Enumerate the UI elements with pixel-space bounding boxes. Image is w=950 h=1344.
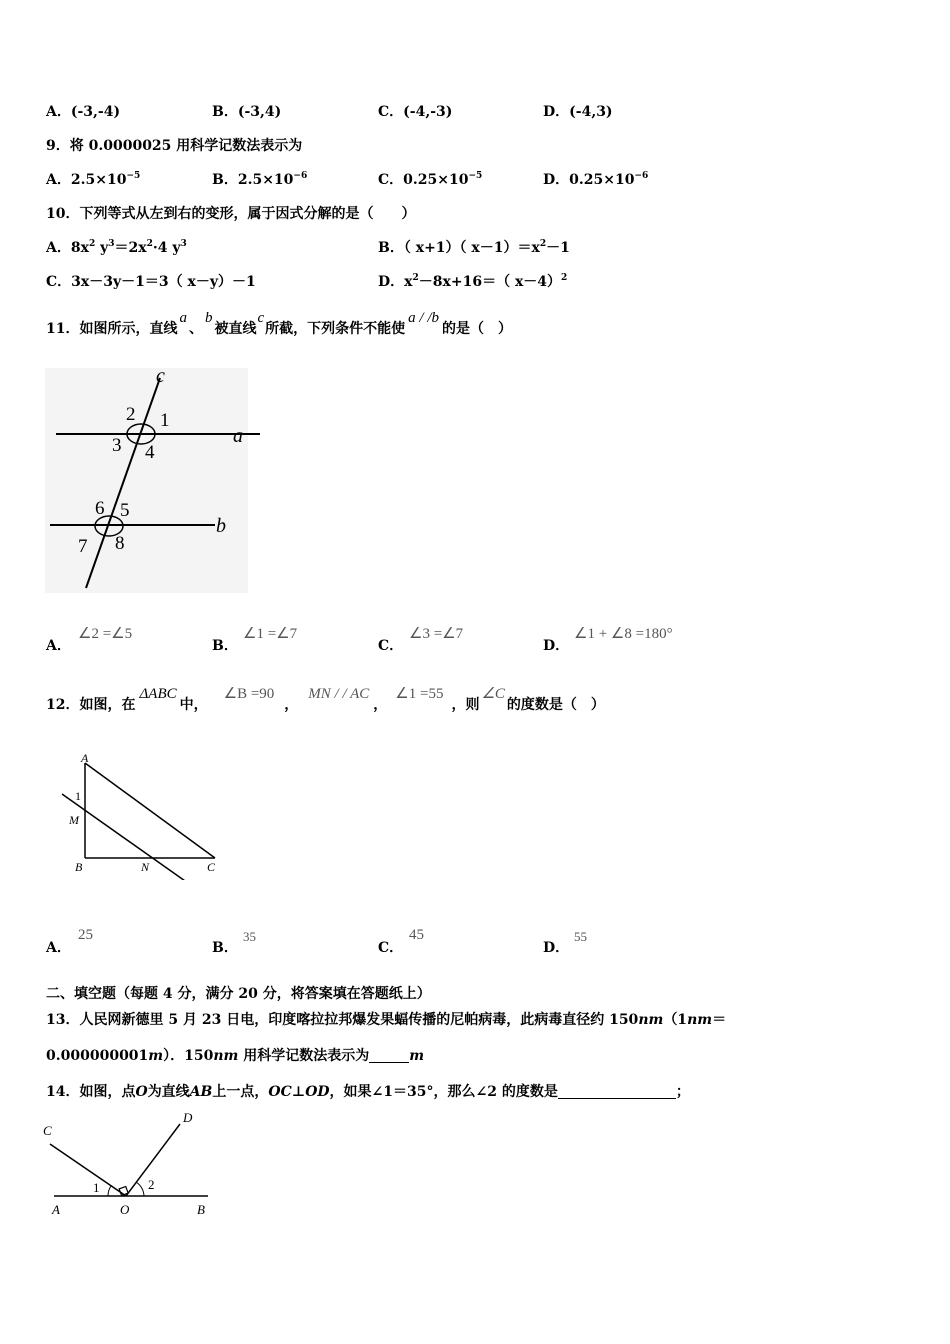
q8-option-d: D．(-4,3): [543, 104, 613, 120]
label-A: A: [52, 1202, 60, 1217]
angle-1-arc: [108, 1186, 111, 1196]
label-N: N: [141, 860, 150, 874]
angle-label-4: 4: [145, 442, 155, 463]
answer-blank[interactable]: [558, 1084, 676, 1099]
q12-option-b-letter: B．: [212, 940, 238, 956]
label-B: B: [75, 860, 83, 874]
q11-option-d: ∠1 + ∠8 =180°: [574, 626, 673, 642]
label-a: a: [233, 425, 243, 447]
right-angle-mark: [119, 1187, 128, 1196]
q12-option-c: 45: [409, 927, 424, 943]
q11-option-a: ∠2 =∠5: [78, 626, 133, 642]
angle-label-2: 2: [148, 1177, 155, 1192]
q11-option-b: ∠1 =∠7: [243, 626, 298, 642]
q8-option-b: B．(-3,4): [212, 104, 282, 120]
q12-option-a: 25: [78, 927, 93, 943]
q11-stem: 11．如图所示，直线a、b被直线c所截，下列条件不能使a / /b的是（ ）: [46, 310, 512, 337]
q8-option-a: A．(-3,-4): [46, 104, 121, 120]
q11-option-c: ∠3 =∠7: [409, 626, 464, 642]
ray-oc: [50, 1144, 126, 1196]
label-D: D: [183, 1110, 193, 1125]
label-b: b: [216, 515, 226, 537]
label-C: C: [43, 1123, 52, 1138]
q12-option-a-letter: A．: [46, 940, 71, 956]
q11-option-c-letter: C．: [378, 638, 404, 654]
side-ac: [85, 763, 215, 858]
label-c: c: [156, 365, 165, 387]
q9-option-c: C．$0.25\times 10^{-5}$: [378, 171, 483, 188]
q12-figure: [55, 748, 235, 880]
q11-option-b-letter: B．: [212, 638, 238, 654]
q13-line-2: 0.000000001m）．150nm 用科学记数法表示为 m: [46, 1048, 425, 1064]
angle-label-1: 1: [93, 1180, 100, 1195]
angle-label-2: 2: [126, 404, 136, 425]
q14-figure: [40, 1108, 220, 1220]
label-M: M: [69, 813, 79, 827]
q9-option-d: D．$0.25\times 10^{-6}$: [543, 171, 649, 188]
angle-label-3: 3: [112, 435, 122, 456]
q9-option-b: B．$2.5\times 10^{-6}$: [212, 171, 308, 188]
q13-line-1: 13．人民网新德里 5 月 23 日电，印度喀拉拉邦爆发果蝠传播的尼帕病毒，此病毒直径约 150nm（1nm＝: [46, 1012, 727, 1028]
q12-option-c-letter: C．: [378, 940, 404, 956]
q10-option-a: A．$8x^2$ $y^3=2x^2\cdot 4$ $y^3$: [46, 239, 187, 256]
angle-label-1: 1: [160, 410, 170, 431]
answer-blank[interactable]: [369, 1048, 409, 1063]
label-B: B: [197, 1202, 205, 1217]
label-O: O: [120, 1202, 130, 1217]
q9-stem: 9．将 0.0000025 用科学记数法表示为: [46, 138, 303, 154]
q12-option-d: 55: [574, 929, 587, 944]
q11-option-d-letter: D．: [543, 638, 570, 654]
q9-option-a: A．$2.5\times 10^{-5}$: [46, 171, 141, 188]
q14-stem: 14．如图，点O为直线AB上一点，OC⊥OD，如果∠1＝35°，那么∠2 的度数是 ；: [46, 1084, 690, 1100]
section-2-title: 二、填空题（每题 4 分，满分 20 分，将答案填在答题纸上）: [46, 986, 431, 1002]
q12-stem: 12．如图，在ΔABC中，∠B =90，MN / / AC，∠1 =55，则∠C的度数是（ ）: [46, 686, 605, 713]
angle-label-6: 6: [95, 498, 105, 519]
angle-label-1: 1: [75, 789, 81, 803]
q10-option-d: D．$x^2-8x+16=$（ x－4）$^2$: [378, 273, 568, 290]
q12-option-d-letter: D．: [543, 940, 570, 956]
angle-label-5: 5: [120, 500, 130, 521]
figure-background: [45, 368, 248, 593]
angle-2-arc: [136, 1182, 144, 1196]
angle-label-7: 7: [78, 536, 88, 557]
q10-stem: 10．下列等式从左到右的变形，属于因式分解的是（ ）: [46, 206, 416, 222]
q11-figure: [40, 360, 260, 595]
label-A: A: [81, 751, 89, 765]
q10-option-b: B．（ x+1）（ $x-1)=x^2-1$: [378, 239, 570, 256]
angle-label-8: 8: [115, 533, 125, 554]
q11-option-a-letter: A．: [46, 638, 71, 654]
q12-option-b: 35: [243, 929, 256, 944]
q8-option-c: C．(-4,-3): [378, 104, 453, 120]
label-C: C: [207, 860, 216, 874]
q10-option-c: C．3x－3y－1＝3（ x－y）－1: [46, 274, 256, 290]
